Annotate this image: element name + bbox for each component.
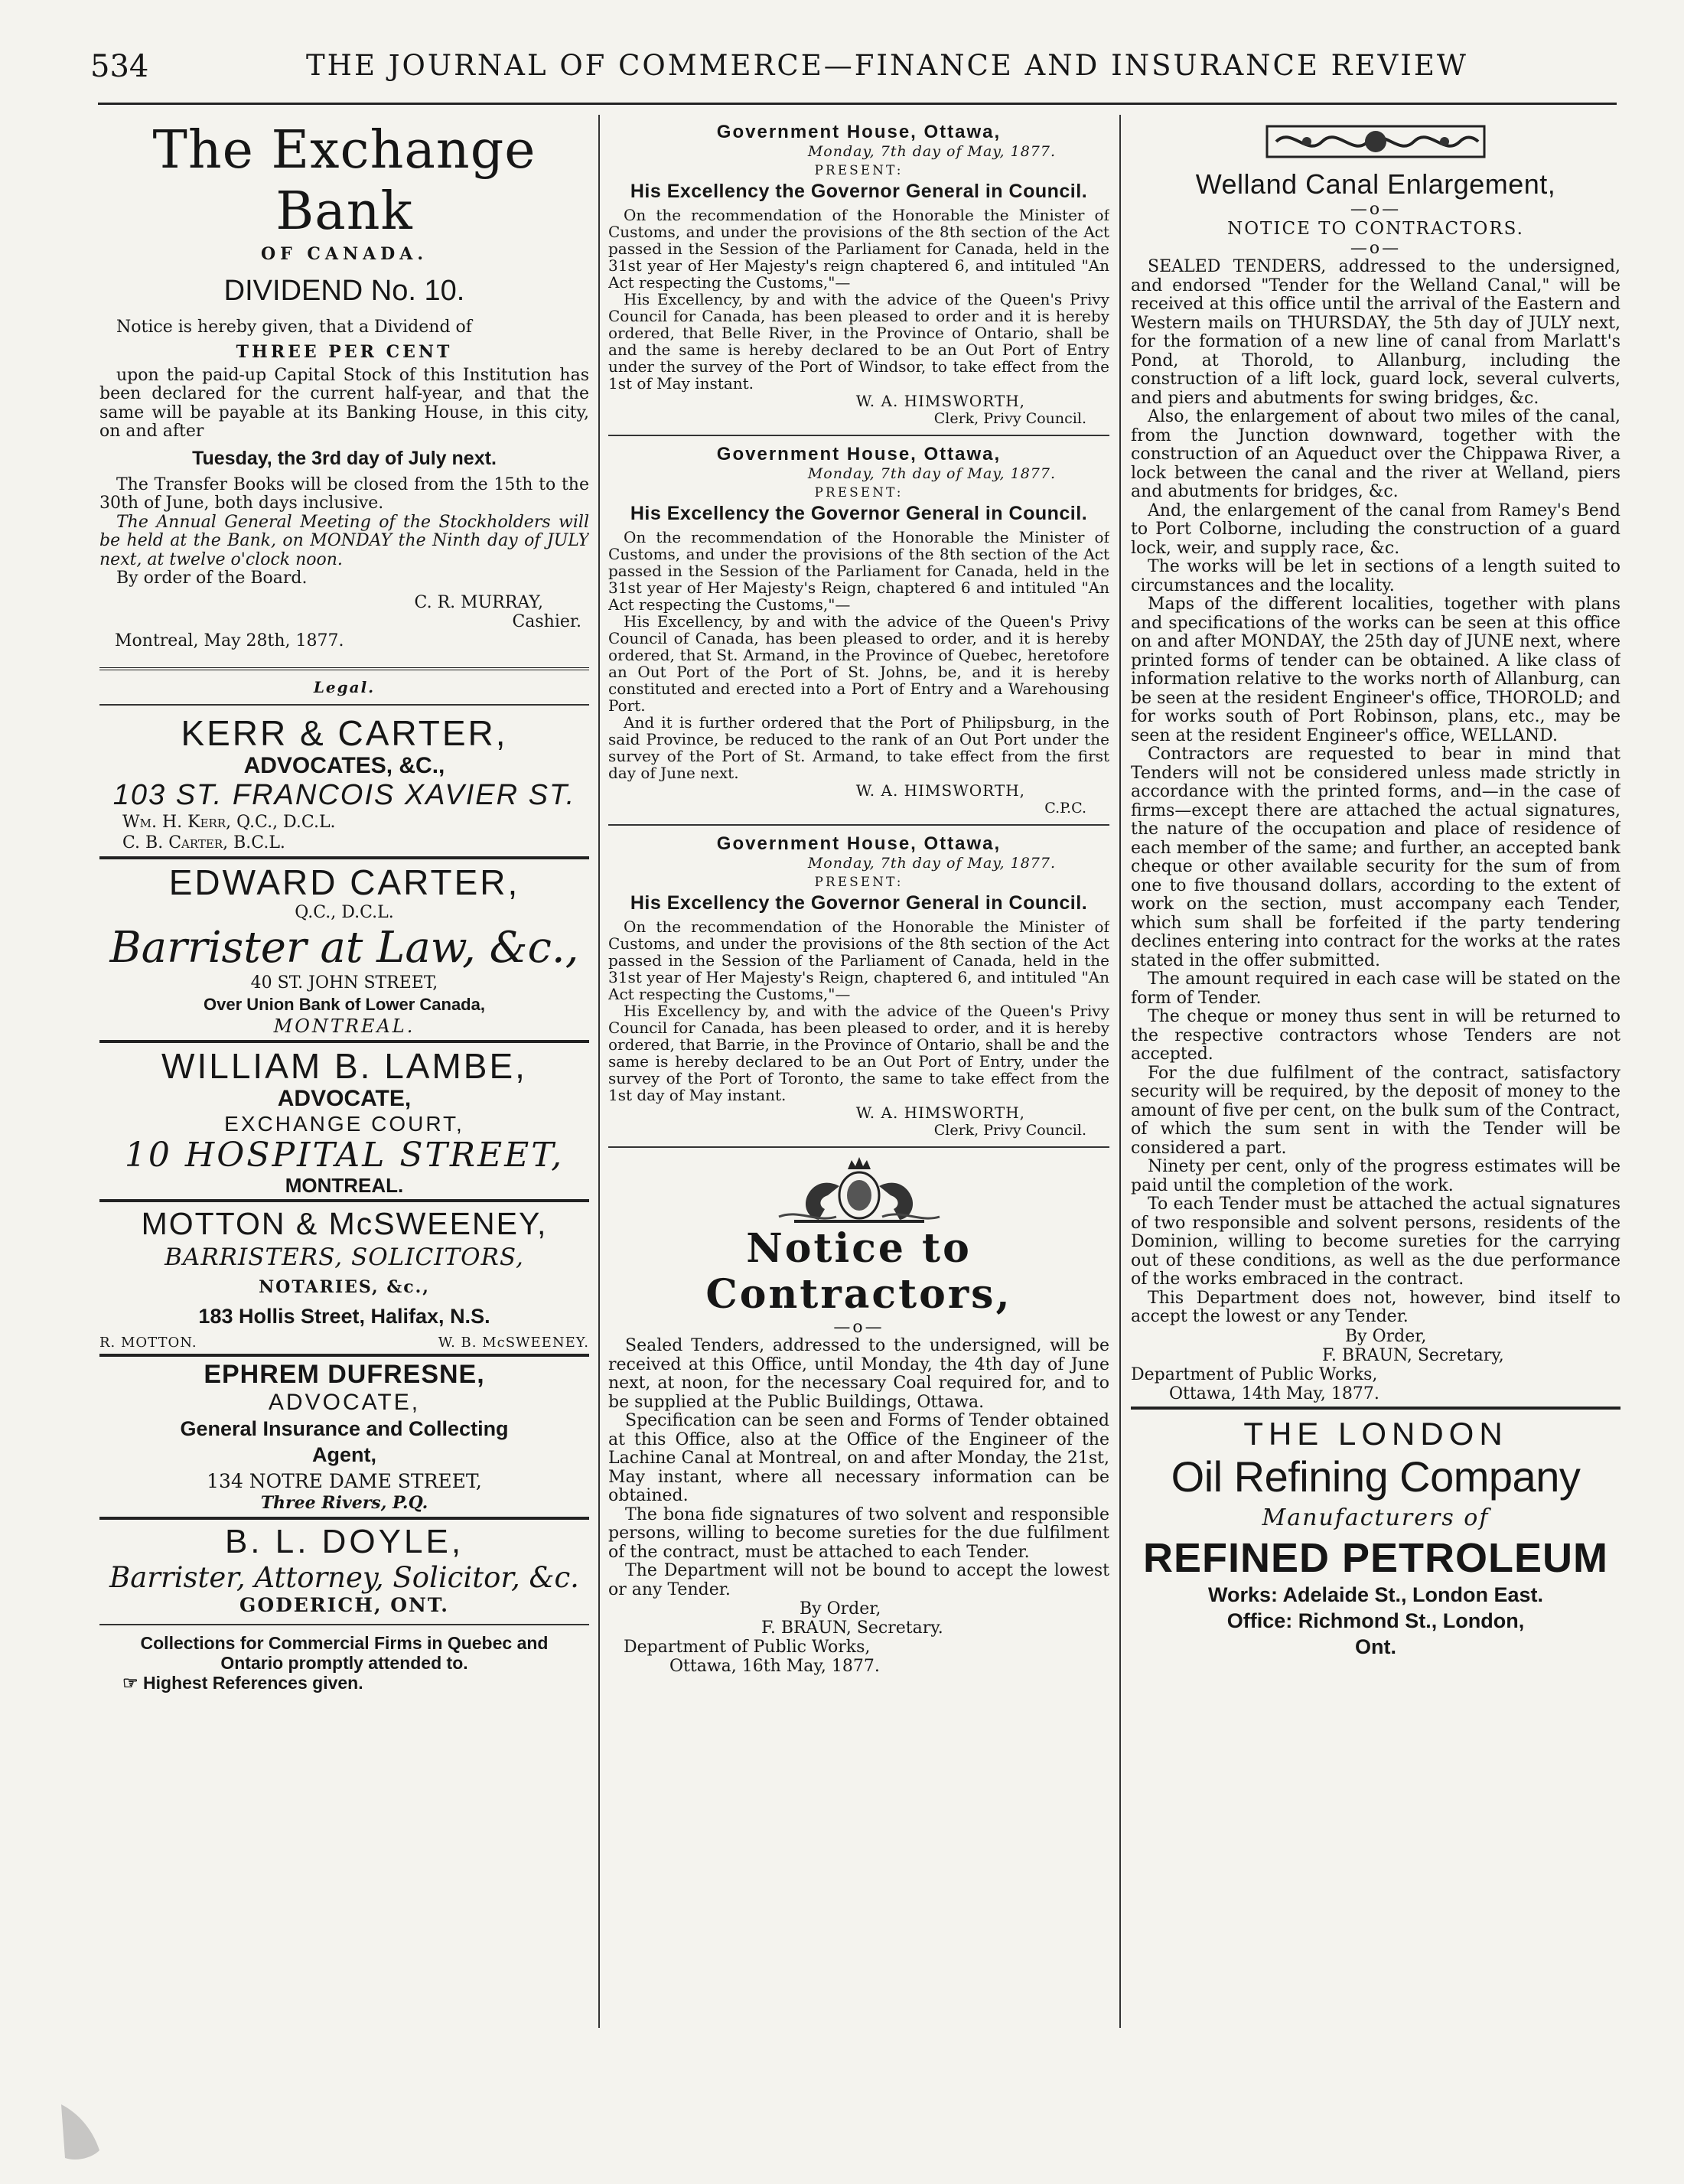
doyle-city: GODERICH, ONT. [239,1593,449,1616]
bank-signer-title: Cashier. [512,611,581,631]
bank-signer: C. R. MURRAY, [414,592,543,612]
header-rule [98,103,1617,105]
notice3-date: Monday, 7th day of May, 1877. [807,855,1056,872]
contractors-place-date: Ottawa, 16th May, 1877. [669,1657,880,1676]
doyle-references [99,1673,589,1693]
bank-para-5: By order of the Board. [116,569,308,588]
notice1-signer-title: Clerk, Privy Council. [933,410,1086,427]
column-left [99,119,589,1693]
carter-street: 40 ST. JOHN STREET, [250,973,438,993]
ornamental-banner-icon [1261,120,1490,163]
rule [99,856,589,859]
london-office-1: Office: Richmond St., London, [1226,1609,1525,1632]
edward-carter-card [99,862,589,1037]
carter-city: MONTREAL. [273,1015,415,1037]
dufresne-card [99,1360,589,1514]
page-number: 534 [90,49,149,84]
royal-crest-icon [764,1156,955,1224]
kerr-partner-2: C. B. Carter, B.C.L. [122,833,285,852]
carter-quals: Q.C., D.C.L. [295,902,394,922]
lambe-street: 10 HOSPITAL STREET, [124,1135,565,1175]
column-middle [608,119,1109,1676]
doyle-references-text: Highest References given. [143,1672,363,1693]
notice3-place: Government House, Ottawa, [716,833,1002,854]
welland-signer: F. BRAUN, Secretary, [1322,1345,1504,1365]
order-in-council-3 [608,833,1109,1139]
notice2-para-3: And it is further ordered that the Port of Philipsburg, in the said Province, be reduced to the rank of an Out Port under the survey of the Port of St. Armand, to take effect from the first day of June next. [608,713,1109,782]
rule [1131,1407,1620,1410]
kerr-carter-card [99,713,589,853]
welland-title: Welland Canal Enlargement, [1195,168,1556,200]
motton-name: MOTTON & McSWEENEY, [141,1205,548,1241]
welland-para-7: The amount required in each case will be stated on the form of Tender. [1131,970,1620,1008]
welland-separator-2: —o— [1350,239,1402,258]
doyle-collections-2: Ontario promptly attended to. [220,1652,468,1673]
motton-partners [99,1335,589,1351]
carter-over: Over Union Bank of Lower Canada, [204,994,485,1014]
page-smudge [54,2097,122,2166]
dufresne-name: EPHREM DUFRESNE, [204,1359,485,1389]
rule [608,824,1109,826]
exchange-bank-ad [99,120,589,650]
kerr-role: ADVOCATES, &C., [243,752,445,778]
order-in-council-1 [608,122,1109,427]
motton-card [99,1205,589,1351]
notice1-place: Government House, Ottawa, [716,122,1002,142]
notice1-heading: His Excellency the Governor General in Council. [630,181,1088,202]
section-rule [99,667,589,670]
order-in-council-2 [608,444,1109,817]
bank-subtitle: OF CANADA. [260,244,428,264]
notice1-signer: W. A. HIMSWORTH, [855,392,1025,410]
london-works: Works: Adelaide St., London East. [1207,1583,1544,1606]
contractors-para-2: Specification can be seen and Forms of Tender obtained at this Office, also at the Office of the Engineer of the Lachine Canal at Montreal, on and after Monday, the 21st, May instant, where all necessary information can be obtained. [608,1411,1109,1505]
notice2-date: Monday, 7th day of May, 1877. [807,465,1056,482]
bank-title: The Exchange Bank [152,120,536,242]
notice2-para-2: His Excellency, by and with the advice of the Queen's Privy Council of Canada, has been pleased to order, and it is hereby ordered, that St. Armand, in the Province of Quebec, heretofore an Out Port of the Port of St. Johns, be, and it is hereby constituted and erected into a Port of Entry and a Warehousing Port. [608,612,1109,715]
motton-partner-1: R. MOTTON. [99,1334,197,1351]
welland-para-5: Maps of the different localities, together with plans and specifications of the works can be seen at this office on and after MONDAY, the 25th day of JUNE next, where printed forms of tender can be obtained. A like class of information relative to the works north of Allanburg, can be seen at the resident Engineer's office, THOROLD; and for works south of Port Robinson, plans, etc., may be seen at the resident Engineer's office, WELLAND. [1131,595,1620,745]
london-line-1: THE LONDON [1243,1415,1508,1452]
motton-address: 183 Hollis Street, Halifax, N.S. [198,1304,490,1328]
running-header: THE JOURNAL OF COMMERCE—FINANCE AND INSURANCE REVIEW [306,49,1468,82]
rule [99,1354,589,1357]
notice2-para-1: On the recommendation of the Honorable the Minister of Customs, and under the provisions of the 8th section of the Act passed in the Session of the Parliament for Canada, held in the 31st year of Her Majesty's Reign, chaptered 6 and intituled "An Act respecting the Customs,"— [608,528,1109,614]
london-line-3: Manufacturers of [1262,1504,1490,1531]
lambe-city: MONTREAL. [285,1173,404,1197]
dufresne-city: Three Rivers, P.Q. [260,1492,428,1513]
payment-date: Tuesday, the 3rd day of July next. [192,447,497,469]
notice3-para-1: On the recommendation of the Honorable the Minister of Customs, and under the provisions of the 8th section of the Act passed in the Session of the Parliament of Canada, held in the 31st year of Her Majesty's Reign, chaptered 6, and intituled "An Act respecting the Customs,"— [608,918,1109,1003]
welland-by-order: By Order, [1345,1326,1427,1346]
contractors-para-4: The Department will not be bound to accept the lowest or any Tender. [608,1561,1109,1599]
lambe-card [99,1046,589,1196]
rule [99,1040,589,1043]
notice2-signer-title: C.P.C. [1044,800,1086,817]
lambe-role: ADVOCATE, [277,1085,412,1111]
motton-role-2: NOTARIES, &c., [259,1276,430,1297]
doyle-collections-1: Collections for Commercial Firms in Quebec and [140,1632,549,1653]
motton-partner-2: W. B. McSWEENEY. [438,1334,589,1351]
welland-canal-notice [1131,120,1620,1403]
notice1-present: PRESENT: [814,163,904,178]
notice2-place: Government House, Ottawa, [716,444,1002,465]
notice3-heading: His Excellency the Governor General in Council. [630,892,1088,914]
notice3-present: PRESENT: [814,875,904,890]
carter-role: Barrister at Law, &c., [109,922,579,973]
kerr-address: 103 ST. FRANCOIS XAVIER ST. [112,778,576,811]
pointing-hand-icon: ☞ [122,1672,138,1693]
bank-para-1: Notice is hereby given, that a Dividend of [116,318,472,337]
notice1-para-2: His Excellency, by and with the advice of the Queen's Privy Council for Canada, has been pleased to order and it is hereby ordered, that Belle River, in the Province of Ontario, shall be and the same is hereby declared to be an Out Port of Entry under the survey of the Port of Windsor, to take effect from the 1st of May instant. [608,290,1109,393]
doyle-card [99,1523,589,1693]
bank-place-date: Montreal, May 28th, 1877. [115,631,344,650]
contractors-separator: —o— [833,1318,884,1337]
dufresne-street: 134 NOTRE DAME STREET, [207,1469,482,1492]
column-rule-1 [598,115,600,2028]
motton-role: BARRISTERS, SOLICITORS, [164,1243,524,1271]
notice1-para-1: On the recommendation of the Honorable the Minister of Customs, and under the provisions of the 8th section of the Act passed in the Session of the Parliament for Canada, held in the 31st year of Her Majesty's reign chaptered 6, and intituled "An Act respecting the Customs,"— [608,206,1109,292]
rule [99,1517,589,1520]
welland-para-3: And, the enlargement of the canal from Ramey's Bend to Port Colborne, including the construction of a guard lock, weir, and supply race, &c. [1131,500,1620,558]
legal-label: Legal. [313,677,376,696]
welland-para-8: The cheque or money thus sent in will be returned to the respective contractors whose Tenders are not accepted. [1131,1007,1620,1064]
welland-para-10: Ninety per cent, only of the progress estimates will be paid until the completion of the work. [1131,1157,1620,1195]
lambe-name: WILLIAM B. LAMBE, [161,1045,527,1086]
kerr-partner-1: Wm. H. Kerr, Q.C., D.C.L. [122,812,336,832]
bank-para-3: The Transfer Books will be closed from the 15th to the 30th of June, both days inclusive. [99,474,589,513]
contractors-dept: Department of Public Works, [624,1638,871,1657]
lambe-court: EXCHANGE COURT, [224,1111,464,1136]
dividend-rate: THREE PER CENT [236,341,453,362]
welland-para-12: This Department does not, however, bind itself to accept the lowest or any Tender. [1131,1288,1620,1326]
rule [99,704,589,706]
notice2-present: PRESENT: [814,485,904,500]
notice2-signer: W. A. HIMSWORTH, [855,781,1025,800]
dufresne-agent-2: Agent, [312,1442,376,1466]
carter-name: EDWARD CARTER, [168,862,520,902]
rule [99,1199,589,1202]
notice1-date: Monday, 7th day of May, 1877. [807,143,1056,160]
bank-para-2: upon the paid-up Capital Stock of this Institution has been declared for the current half-year, and that the same will be payable at its Banking House, in this city, on and after [99,365,589,441]
doyle-role: Barrister, Attorney, Solicitor, &c. [109,1560,579,1594]
contractors-title: Notice to Contractors, [705,1225,1012,1318]
notice3-signer: W. A. HIMSWORTH, [855,1103,1025,1122]
london-line-2: Oil Refining Company [1171,1452,1581,1501]
london-line-4: REFINED PETROLEUM [1142,1534,1609,1581]
rule [99,1624,589,1625]
column-rule-2 [1119,115,1121,2028]
bank-para-4: The Annual General Meeting of the Stockholders will be held at the Bank, on MONDAY the Ninth day of JULY next, at twelve o'clock noon. [99,512,589,569]
dufresne-role: ADVOCATE, [268,1389,421,1415]
welland-dept: Department of Public Works, [1131,1364,1378,1384]
kerr-name: KERR & CARTER, [181,712,508,753]
notice3-para-2: His Excellency by, and with the advice of the Queen's Privy Council for Canada, has been pleased to order, and it is hereby ordered, that Barrie, in the Province of Ontario, shall be and the same is hereby declared to be an Out Port of Entry, under the survey of the Port of Toronto, the same to take effect from the 1st day of May instant. [608,1002,1109,1104]
welland-para-6: Contractors are requested to bear in mind that Tenders will not be considered unless made strictly in accordance with the printed forms, and—in the case of firms—except there are attached the actual signatures, the nature of the occupation and place of residence of each member of the same; and further, an accepted bank cheque or other available security for the sum of from one to five thousand dollars, according to the extent of work on the section, must accompany each Tender, which sum shall be forfeited if the party tendering declines entering into contract for the works at the rates stated in the offer submitted. [1131,745,1620,970]
doyle-name: B. L. DOYLE, [224,1522,464,1560]
column-right [1131,119,1620,1660]
welland-para-2: Also, the enlargement of about two miles of the canal, from the Junction downward, together with the construction of an Aqueduct over the Chippawa River, a lock between the canal and the river at Welland, piers and abutments for bridges, &c. [1131,407,1620,501]
london-office-2: Ont. [1355,1635,1396,1658]
coal-tender-notice [608,1156,1109,1676]
rule [608,1146,1109,1148]
rule [608,435,1109,436]
contractors-para-3: The bona fide signatures of two solvent and responsible persons, willing to become sureties for the due fulfilment of the contract, must be attached to each Tender. [608,1504,1109,1562]
london-oil-ad [1131,1416,1620,1660]
welland-para-9: For the due fulfilment of the contract, satisfactory security will be required, by the deposit of money to the amount of five per cent, on the bulk sum of the Contract, of which the sum sent in with the Tender will be considered a part. [1131,1063,1620,1158]
contractors-signer: F. BRAUN, Secretary. [761,1618,943,1638]
welland-notice: NOTICE TO CONTRACTORS. [1227,219,1524,239]
contractors-para-1: Sealed Tenders, addressed to the undersigned, will be received at this Office, until Monday, the 4th day of June next, at noon, for the necessary Coal required for, and to be supplied at the Public Buildings, Ottawa. [608,1336,1109,1412]
dufresne-agent-1: General Insurance and Collecting [180,1416,509,1440]
welland-para-4: The works will be let in sections of a length suited to circumstances and the locality. [1131,557,1620,595]
contractors-by-order: By Order, [800,1599,881,1618]
welland-para-1: SEALED TENDERS, addressed to the undersigned, and endorsed "Tender for the Welland Canal," will be received at this office until the arrival of the Eastern and Western mails on THURSDAY, the 5th day of JULY next, for the formation of a new line of canal from Marlatt's Pond, at Thorold, to Allanburg, including the construction of a lift lock, guard lock, several culverts, and piers and abutments for swing bridges, &c. [1131,257,1620,408]
notice2-heading: His Excellency the Governor General in Council. [630,503,1088,524]
welland-para-11: To each Tender must be attached the actual signatures of two responsible and solvent persons, residents of the Dominion, willing to become sureties for the carrying out of these conditions, as well as the due performance of the works embraced in the contract. [1131,1195,1620,1289]
notice3-signer-title: Clerk, Privy Council. [933,1122,1086,1139]
welland-place-date: Ottawa, 14th May, 1877. [1169,1384,1379,1403]
dividend-number: DIVIDEND No. 10. [223,275,465,307]
welland-separator-1: —o— [1350,200,1402,219]
